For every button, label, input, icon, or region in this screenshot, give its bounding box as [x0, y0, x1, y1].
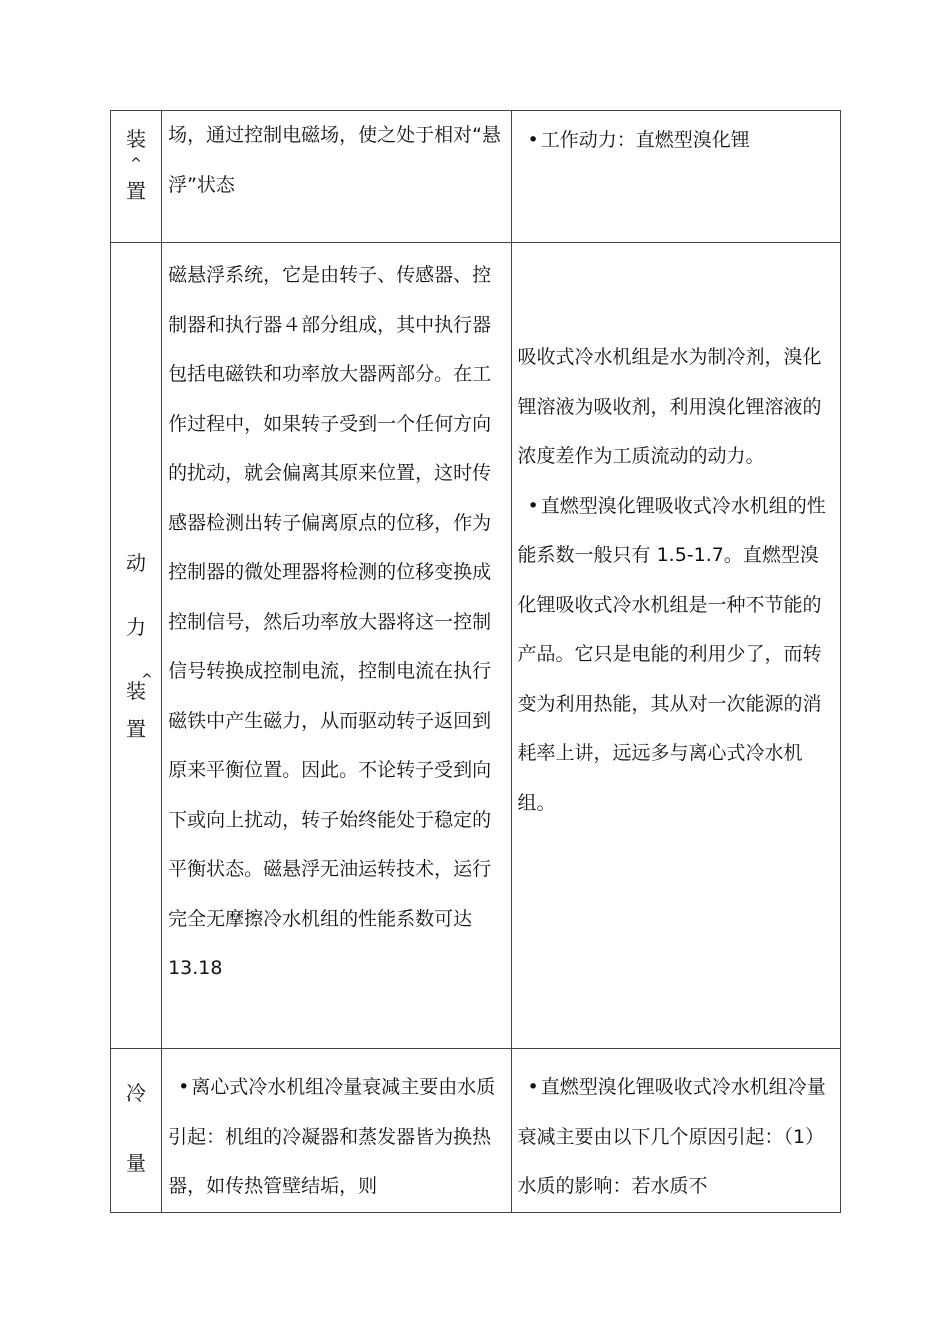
- table-row: [111, 243, 841, 1049]
- label-char: 装: [126, 127, 147, 151]
- cell-text: [162, 1049, 510, 1212]
- cell-text: 吸收式冷水机组是水为制冷剂，溴化锂溶液为吸收剂，利用溴化锂溶液的浓度差作为工质流动的动力。: [517, 346, 822, 467]
- centrifugal-cell: [162, 111, 511, 243]
- row-label: [111, 1049, 162, 1213]
- absorption-cell: [511, 1049, 840, 1213]
- label-char: 装: [126, 678, 147, 703]
- label-caret: ^: [130, 156, 142, 172]
- cell-text: [512, 111, 840, 166]
- label-caret: ^: [141, 671, 153, 688]
- comparison-table: [110, 110, 841, 1213]
- table-row: [111, 1049, 841, 1213]
- absorption-cell: [511, 111, 840, 243]
- cell-text: 场，通过控制电磁场，使之处于相对“悬浮”状态: [168, 124, 501, 196]
- label-char: 动: [126, 550, 147, 575]
- label-char: 力: [126, 614, 147, 639]
- label-char: 置: [126, 179, 147, 203]
- bullet: •: [527, 129, 539, 151]
- bullet: •: [527, 1076, 539, 1098]
- cell-text-content: 离心式冷水机组冷量衰减主要由水质引起：机组的冷凝器和蒸发器皆为换热器，如传热管壁结垢，则: [168, 1076, 496, 1197]
- centrifugal-cell: [162, 1049, 511, 1213]
- cell-text-content: 直燃型溴化锂吸收式冷水机组冷量衰减主要由以下几个原因引起：（1）水质的影响：若水质不: [517, 1076, 826, 1197]
- row-label: [111, 243, 162, 1049]
- label-char: 冷: [126, 1081, 147, 1105]
- cell-text-content: 直燃型溴化锂吸收式冷水机组的性能系数一般只有 1.5-1.7。直燃型溴化锂吸收式冷水机组是一种不节能的产品。它只是电能的利用少了，而转变为利用热能，其从对一次能源的消耗率上讲，远远多与离心式冷水机组。: [517, 494, 826, 814]
- bullet: •: [178, 1076, 190, 1098]
- cell-text-tail: 13.18: [168, 957, 223, 979]
- centrifugal-cell: [162, 243, 511, 1049]
- cell-text: [512, 1049, 840, 1212]
- cell-text-content: 工作动力：直燃型溴化锂: [540, 129, 750, 151]
- label-char: 置: [126, 716, 147, 741]
- row-label: [111, 111, 162, 243]
- label-char: 量: [126, 1151, 147, 1175]
- table-row: [111, 111, 841, 243]
- cell-text: 磁悬浮系统，它是由转子、传感器、控制器和执行器４部分组成，其中执行器包括电磁铁和功率放大器两部分。在工作过程中，如果转子受到一个任何方向的扰动，就会偏离其原来位置，这时传感器检测出转子偏离原点的位移，作为控制器的微处理器将检测的位移变换成控制信号，然后功率放大器将这一控制信号转换成控制电流，控制电流在执行磁铁中产生磁力，从而驱动转子返回到原来平衡位置。因此。不论转子受到向下或向上扰动，转子始终能处于稳定的平衡状态。磁悬浮无油运转技术，运行完全无摩擦冷水机组的性能系数可达: [168, 264, 492, 930]
- bullet: •: [527, 494, 539, 517]
- absorption-cell: [511, 243, 840, 1049]
- cell-text: [512, 482, 840, 829]
